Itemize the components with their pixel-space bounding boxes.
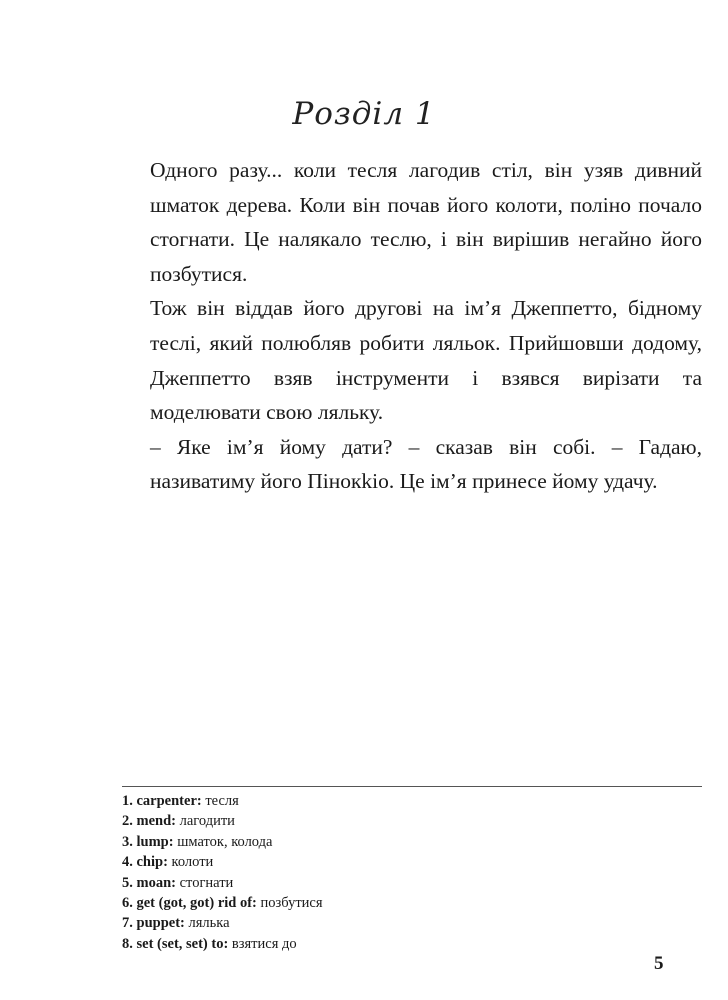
glossary-definition: позбутися	[260, 895, 323, 912]
glossary-item	[122, 934, 323, 954]
footnote-divider	[122, 786, 702, 787]
glossary-term: 5. moan:	[122, 874, 176, 891]
glossary-term: 4. chip:	[122, 854, 168, 871]
glossary-definition: тесля	[205, 793, 239, 809]
chapter-title: Розділ 1	[292, 96, 436, 132]
glossary-item	[122, 873, 323, 893]
glossary-term: 8. set (set, set) to:	[122, 935, 229, 952]
glossary-definition: лялька	[188, 915, 230, 932]
glossary-item	[122, 791, 323, 811]
glossary-item	[122, 811, 323, 831]
glossary-term: 7. puppet:	[122, 915, 185, 932]
glossary-term: 3. lump:	[122, 833, 174, 850]
paragraph: Одного разу... коли тесля лагодив стіл, він узяв дивний шматок дерева. Коли він почав його колоти, поліно почало стогнати. Це налякало теслю, і він вирішив негайно його позбутися.	[150, 158, 702, 286]
page-number: 5	[654, 953, 664, 974]
paragraph: Тож він віддав його другові на ім’я Джеппетто, бідному теслі, який полюбляв робити ляльок. Прийшовши додому, Джеппетто взяв інструменти і взявся вирізати та моделювати свою ляльку.	[150, 296, 702, 425]
glossary-term: 1. carpenter:	[122, 793, 202, 809]
glossary-item	[122, 832, 323, 852]
glossary-item	[122, 852, 323, 872]
glossary-definition: лагодити	[179, 813, 235, 830]
glossary-definition: взятися до	[231, 935, 297, 952]
glossary-term: 2. mend:	[122, 813, 176, 830]
glossary-definition: колоти	[171, 854, 214, 871]
glossary-term: 6. get (got, got) rid of:	[122, 895, 257, 912]
glossary-item	[122, 913, 323, 933]
glossary-item	[122, 893, 323, 913]
glossary-list	[122, 791, 323, 954]
chapter-body	[150, 153, 702, 499]
glossary-definition: шматок, колода	[177, 833, 273, 850]
paragraph: – Яке ім’я йому дати? – сказав він собі. – Гадаю, називатиму його Пінокkio. Це ім’я принесе йому удачу.	[150, 434, 702, 494]
glossary-definition: стогнати	[179, 874, 234, 891]
